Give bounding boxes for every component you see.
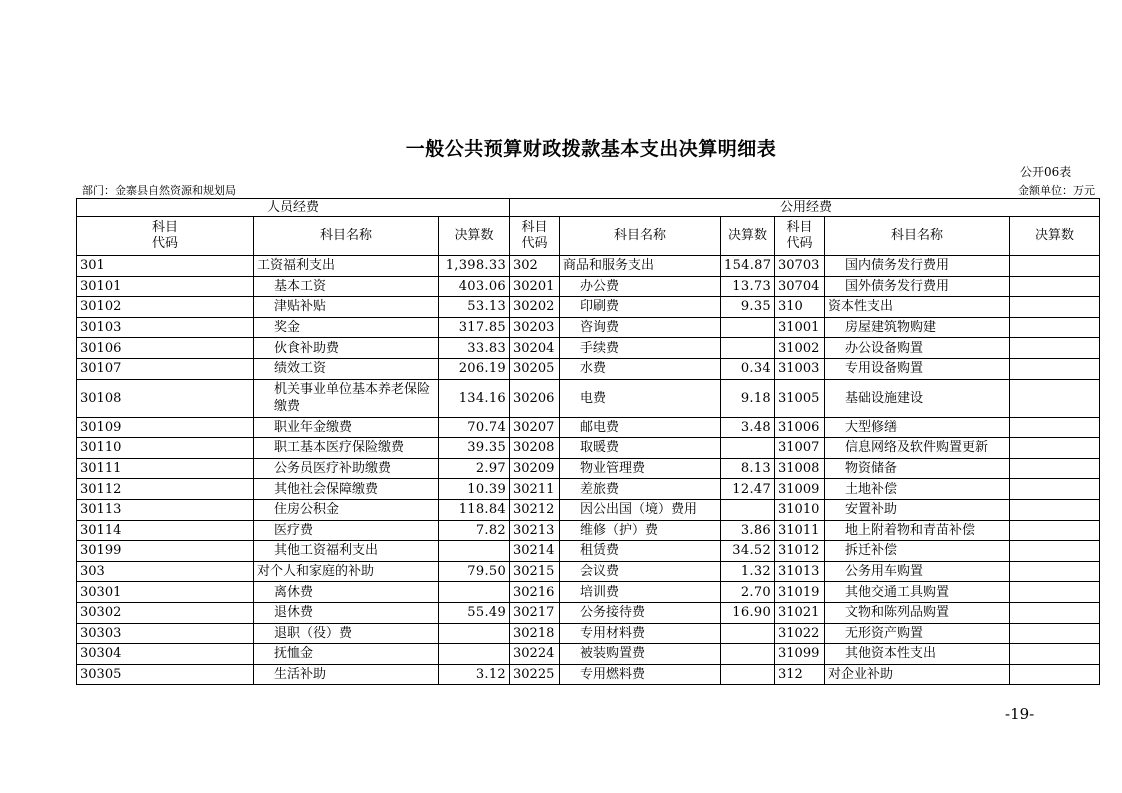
amount-cell: 33.83 <box>439 338 510 359</box>
name-cell: 基础设施建设 <box>825 379 1010 417</box>
amount-cell: 0.34 <box>721 358 775 379</box>
code-cell: 30205 <box>510 358 560 379</box>
amount-cell <box>721 499 775 520</box>
code-cell: 31005 <box>775 379 825 417</box>
name-cell: 职业年金缴费 <box>254 417 439 438</box>
group-header-personnel: 人员经费 <box>77 199 510 217</box>
amount-cell: 55.49 <box>439 602 510 623</box>
amount-cell: 1,398.33 <box>439 256 510 277</box>
name-cell: 因公出国（境）费用 <box>560 499 721 520</box>
amount-cell: 16.90 <box>721 602 775 623</box>
code-cell: 30103 <box>77 317 254 338</box>
code-cell: 30302 <box>77 602 254 623</box>
name-cell: 专用材料费 <box>560 623 721 644</box>
name-cell: 取暖费 <box>560 438 721 459</box>
code-cell: 30110 <box>77 438 254 459</box>
amount-cell: 34.52 <box>721 541 775 562</box>
name-cell: 基本工资 <box>254 276 439 297</box>
amount-cell: 403.06 <box>439 276 510 297</box>
code-cell: 31099 <box>775 644 825 665</box>
name-cell: 专用燃料费 <box>560 664 721 685</box>
code-cell: 30212 <box>510 499 560 520</box>
page-number: -19- <box>1005 705 1035 723</box>
group-header-public: 公用经费 <box>510 199 1100 217</box>
code-cell: 31011 <box>775 520 825 541</box>
code-cell: 30101 <box>77 276 254 297</box>
col-header-amount: 决算数 <box>439 217 510 256</box>
code-cell: 31012 <box>775 541 825 562</box>
name-cell: 住房公积金 <box>254 499 439 520</box>
table-row <box>77 458 1100 479</box>
table-row <box>77 582 1100 603</box>
amount-cell: 39.35 <box>439 438 510 459</box>
name-cell: 办公设备购置 <box>825 338 1010 359</box>
amount-cell <box>1010 338 1100 359</box>
name-cell: 大型修缮 <box>825 417 1010 438</box>
col-header-code: 科目 代码 <box>775 217 825 256</box>
amount-cell <box>721 317 775 338</box>
name-cell: 手续费 <box>560 338 721 359</box>
code-cell: 30209 <box>510 458 560 479</box>
table-row <box>77 338 1100 359</box>
code-cell: 301 <box>77 256 254 277</box>
name-cell: 对企业补助 <box>825 664 1010 685</box>
amount-cell <box>1010 379 1100 417</box>
name-cell: 退职（役）费 <box>254 623 439 644</box>
code-cell: 31002 <box>775 338 825 359</box>
table-row <box>77 417 1100 438</box>
name-cell: 其他资本性支出 <box>825 644 1010 665</box>
amount-cell <box>1010 623 1100 644</box>
code-cell: 30216 <box>510 582 560 603</box>
amount-cell <box>1010 520 1100 541</box>
amount-cell <box>1010 297 1100 318</box>
code-cell: 30206 <box>510 379 560 417</box>
code-cell: 31008 <box>775 458 825 479</box>
department-label: 部门：金寨县自然资源和规划局 <box>82 184 236 197</box>
table-row <box>77 623 1100 644</box>
code-cell: 30106 <box>77 338 254 359</box>
name-cell: 津贴补贴 <box>254 297 439 318</box>
amount-cell: 134.16 <box>439 379 510 417</box>
amount-cell: 3.48 <box>721 417 775 438</box>
name-cell: 退休费 <box>254 602 439 623</box>
amount-cell <box>1010 644 1100 665</box>
code-cell: 31009 <box>775 479 825 500</box>
col-header-name: 科目名称 <box>825 217 1010 256</box>
amount-cell: 317.85 <box>439 317 510 338</box>
amount-cell <box>439 623 510 644</box>
code-cell: 312 <box>775 664 825 685</box>
amount-cell: 3.12 <box>439 664 510 685</box>
code-cell: 30102 <box>77 297 254 318</box>
amount-cell: 2.97 <box>439 458 510 479</box>
name-cell: 物资储备 <box>825 458 1010 479</box>
code-cell: 31013 <box>775 561 825 582</box>
name-cell: 印刷费 <box>560 297 721 318</box>
name-cell: 其他工资福利支出 <box>254 541 439 562</box>
amount-cell <box>1010 499 1100 520</box>
table-row <box>77 479 1100 500</box>
code-cell: 30204 <box>510 338 560 359</box>
name-cell: 商品和服务支出 <box>560 256 721 277</box>
name-cell: 机关事业单位基本养老保险缴费 <box>254 379 439 417</box>
table-row <box>77 256 1100 277</box>
name-cell: 伙食补助费 <box>254 338 439 359</box>
name-cell: 培训费 <box>560 582 721 603</box>
amount-cell <box>1010 664 1100 685</box>
table-row <box>77 520 1100 541</box>
code-cell: 30201 <box>510 276 560 297</box>
code-cell: 30111 <box>77 458 254 479</box>
code-cell: 30199 <box>77 541 254 562</box>
amount-cell: 2.70 <box>721 582 775 603</box>
code-cell: 30109 <box>77 417 254 438</box>
code-cell: 30208 <box>510 438 560 459</box>
amount-cell <box>721 338 775 359</box>
name-cell: 工资福利支出 <box>254 256 439 277</box>
amount-cell <box>721 644 775 665</box>
amount-cell: 12.47 <box>721 479 775 500</box>
code-cell: 31022 <box>775 623 825 644</box>
amount-cell <box>1010 256 1100 277</box>
table-row <box>77 644 1100 665</box>
name-cell: 公务接待费 <box>560 602 721 623</box>
page-title: 一般公共预算财政拨款基本支出决算明细表 <box>405 138 777 160</box>
amount-cell: 9.35 <box>721 297 775 318</box>
amount-cell <box>1010 438 1100 459</box>
amount-cell: 8.13 <box>721 458 775 479</box>
amount-cell <box>1010 276 1100 297</box>
amount-cell <box>1010 582 1100 603</box>
name-cell: 资本性支出 <box>825 297 1010 318</box>
name-cell: 抚恤金 <box>254 644 439 665</box>
amount-cell <box>1010 541 1100 562</box>
amount-cell: 1.32 <box>721 561 775 582</box>
amount-cell <box>721 664 775 685</box>
code-cell: 30211 <box>510 479 560 500</box>
amount-cell: 53.13 <box>439 297 510 318</box>
name-cell: 维修（护）费 <box>560 520 721 541</box>
name-cell: 土地补偿 <box>825 479 1010 500</box>
code-cell: 30301 <box>77 582 254 603</box>
col-header-name: 科目名称 <box>560 217 721 256</box>
code-cell: 31006 <box>775 417 825 438</box>
amount-cell: 13.73 <box>721 276 775 297</box>
name-cell: 其他交通工具购置 <box>825 582 1010 603</box>
table-row <box>77 438 1100 459</box>
code-cell: 30108 <box>77 379 254 417</box>
code-cell: 30215 <box>510 561 560 582</box>
code-cell: 30703 <box>775 256 825 277</box>
code-cell: 30225 <box>510 664 560 685</box>
name-cell: 拆迁补偿 <box>825 541 1010 562</box>
col-header-name: 科目名称 <box>254 217 439 256</box>
code-cell: 30202 <box>510 297 560 318</box>
name-cell: 房屋建筑物购建 <box>825 317 1010 338</box>
code-cell: 31019 <box>775 582 825 603</box>
code-cell: 31021 <box>775 602 825 623</box>
amount-cell <box>1010 561 1100 582</box>
amount-cell <box>1010 417 1100 438</box>
amount-cell <box>1010 317 1100 338</box>
table-row <box>77 358 1100 379</box>
name-cell: 对个人和家庭的补助 <box>254 561 439 582</box>
code-cell: 31007 <box>775 438 825 459</box>
amount-cell: 118.84 <box>439 499 510 520</box>
name-cell: 办公费 <box>560 276 721 297</box>
col-header-amount: 决算数 <box>721 217 775 256</box>
code-cell: 30303 <box>77 623 254 644</box>
code-cell: 30113 <box>77 499 254 520</box>
col-header-amount: 决算数 <box>1010 217 1100 256</box>
code-cell: 30213 <box>510 520 560 541</box>
code-cell: 30203 <box>510 317 560 338</box>
name-cell: 专用设备购置 <box>825 358 1010 379</box>
name-cell: 奖金 <box>254 317 439 338</box>
name-cell: 物业管理费 <box>560 458 721 479</box>
amount-cell <box>1010 479 1100 500</box>
name-cell: 生活补助 <box>254 664 439 685</box>
name-cell: 信息网络及软件购置更新 <box>825 438 1010 459</box>
amount-cell: 206.19 <box>439 358 510 379</box>
name-cell: 无形资产购置 <box>825 623 1010 644</box>
name-cell: 公务员医疗补助缴费 <box>254 458 439 479</box>
name-cell: 绩效工资 <box>254 358 439 379</box>
amount-cell: 9.18 <box>721 379 775 417</box>
amount-cell <box>1010 358 1100 379</box>
name-cell: 水费 <box>560 358 721 379</box>
amount-cell <box>721 623 775 644</box>
name-cell: 离休费 <box>254 582 439 603</box>
name-cell: 职工基本医疗保险缴费 <box>254 438 439 459</box>
code-cell: 30107 <box>77 358 254 379</box>
amount-cell <box>1010 458 1100 479</box>
code-cell: 31003 <box>775 358 825 379</box>
amount-cell: 10.39 <box>439 479 510 500</box>
amount-cell: 154.87 <box>721 256 775 277</box>
table-row <box>77 664 1100 685</box>
name-cell: 租赁费 <box>560 541 721 562</box>
name-cell: 文物和陈列品购置 <box>825 602 1010 623</box>
amount-cell <box>439 541 510 562</box>
name-cell: 会议费 <box>560 561 721 582</box>
name-cell: 被装购置费 <box>560 644 721 665</box>
amount-cell: 70.74 <box>439 417 510 438</box>
code-cell: 30305 <box>77 664 254 685</box>
table-row <box>77 499 1100 520</box>
amount-cell <box>439 582 510 603</box>
name-cell: 邮电费 <box>560 417 721 438</box>
name-cell: 地上附着物和青苗补偿 <box>825 520 1010 541</box>
code-cell: 30704 <box>775 276 825 297</box>
amount-cell <box>1010 602 1100 623</box>
code-cell: 30218 <box>510 623 560 644</box>
expenditure-table <box>76 198 1100 685</box>
amount-cell: 7.82 <box>439 520 510 541</box>
table-row <box>77 602 1100 623</box>
name-cell: 国外债务发行费用 <box>825 276 1010 297</box>
form-code: 公开06表 <box>1020 165 1072 179</box>
table-row <box>77 297 1100 318</box>
code-cell: 30217 <box>510 602 560 623</box>
code-cell: 302 <box>510 256 560 277</box>
amount-cell <box>439 644 510 665</box>
table-row <box>77 561 1100 582</box>
code-cell: 30214 <box>510 541 560 562</box>
name-cell: 医疗费 <box>254 520 439 541</box>
name-cell: 差旅费 <box>560 479 721 500</box>
amount-cell: 79.50 <box>439 561 510 582</box>
code-cell: 31001 <box>775 317 825 338</box>
amount-cell <box>721 438 775 459</box>
table-row <box>77 541 1100 562</box>
name-cell: 其他社会保障缴费 <box>254 479 439 500</box>
col-header-code: 科目 代码 <box>77 217 254 256</box>
amount-cell: 3.86 <box>721 520 775 541</box>
unit-label: 金额单位：万元 <box>1018 184 1095 197</box>
code-cell: 30112 <box>77 479 254 500</box>
name-cell: 电费 <box>560 379 721 417</box>
name-cell: 咨询费 <box>560 317 721 338</box>
table-row <box>77 276 1100 297</box>
col-header-code: 科目 代码 <box>510 217 560 256</box>
code-cell: 303 <box>77 561 254 582</box>
code-cell: 30304 <box>77 644 254 665</box>
name-cell: 国内债务发行费用 <box>825 256 1010 277</box>
name-cell: 公务用车购置 <box>825 561 1010 582</box>
code-cell: 30207 <box>510 417 560 438</box>
code-cell: 30224 <box>510 644 560 665</box>
table-row <box>77 317 1100 338</box>
code-cell: 31010 <box>775 499 825 520</box>
code-cell: 30114 <box>77 520 254 541</box>
table-row <box>77 379 1100 417</box>
name-cell: 安置补助 <box>825 499 1010 520</box>
code-cell: 310 <box>775 297 825 318</box>
